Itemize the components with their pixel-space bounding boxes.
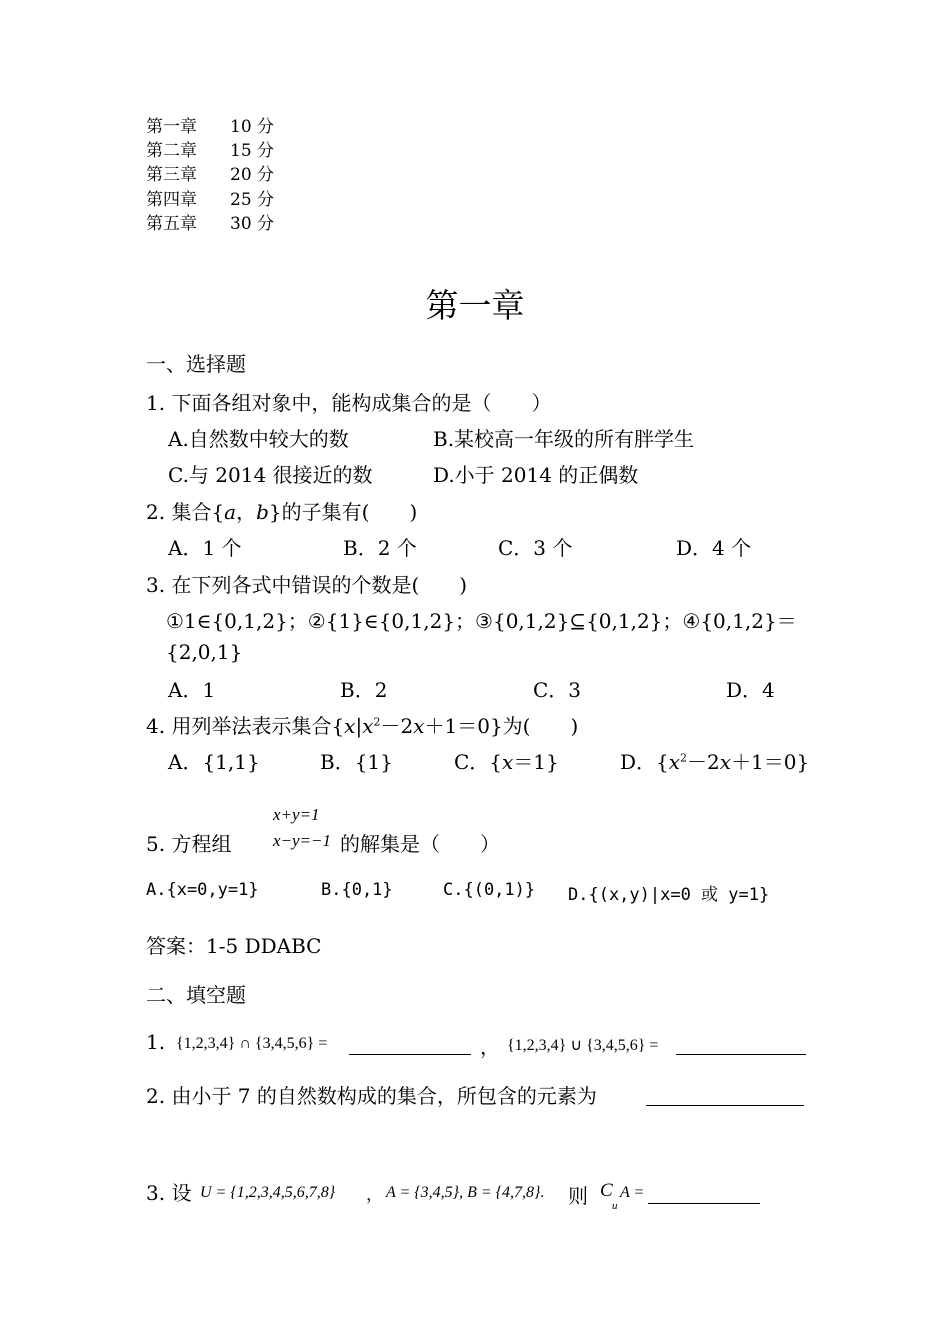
variable-x: x: [502, 750, 514, 774]
question-5-option-a: A.{x=0,y=1}: [146, 880, 259, 900]
toc-points: 10 分: [230, 117, 275, 137]
comma: ，: [480, 1035, 500, 1059]
chapter-title: 第一章: [425, 286, 525, 325]
question-4-option-b: B．{1}: [320, 750, 393, 774]
variable-x: x: [413, 714, 425, 738]
variable-a: a: [224, 500, 237, 524]
question-1-option-d: D.小于 2014 的正偶数: [433, 463, 639, 487]
option-text: －2: [687, 750, 720, 774]
stem-text: ＋1＝0}为( ): [424, 714, 579, 738]
stem-text: }的子集有( ): [268, 500, 418, 524]
question-2-option-b: B．2 个: [343, 536, 417, 560]
toc-row: [146, 188, 306, 212]
question-2-stem: [146, 496, 417, 525]
exponent: 2: [373, 715, 381, 729]
variable-x: x: [362, 714, 374, 738]
question-3-stem: 3. 在下列各式中错误的个数是( ): [146, 573, 468, 597]
stem-text: 2. 集合{: [146, 500, 225, 524]
toc-chapter: 第二章: [146, 141, 197, 161]
question-4-option-a: A．{1,1}: [168, 750, 260, 774]
answer-key: 答案：1-5 DDABC: [146, 934, 322, 958]
question-3-option-d: D．4: [726, 678, 775, 702]
question-3-option-b: B．2: [340, 678, 388, 702]
toc-points: 30 分: [230, 214, 275, 234]
complement-symbol: C: [600, 1180, 613, 1201]
toc-points: 15 分: [230, 141, 275, 161]
question-3-option-c: C．3: [533, 678, 582, 702]
fill-3-prefix: 3. 设: [146, 1181, 192, 1205]
question-1-option-a: A.自然数中较大的数: [168, 427, 349, 451]
toc-chapter: 第一章: [146, 117, 197, 137]
question-5-option-c: C.{(0,1)}: [443, 880, 536, 900]
comma: ，: [366, 1185, 383, 1205]
question-4-option-d: [620, 746, 809, 775]
fill-1-number: 1.: [146, 1030, 166, 1054]
question-3-option-a: A．1: [168, 678, 216, 702]
variable-x: x: [344, 714, 356, 738]
option-text: C．{: [454, 750, 503, 774]
variable-x: x: [668, 750, 681, 774]
question-1-option-b: B.某校高一年级的所有胖学生: [433, 427, 695, 451]
stem-text: 4. 用列举法表示集合{: [146, 714, 345, 738]
toc-row: [146, 163, 306, 187]
complement-subscript: u: [612, 1200, 618, 1212]
set-bar: |: [355, 714, 363, 738]
toc-row: [146, 115, 306, 139]
section-heading-fill: 二、填空题: [146, 983, 246, 1007]
toc-row: [146, 212, 306, 236]
toc-chapter: 第三章: [146, 165, 197, 185]
question-4-stem: [146, 710, 578, 739]
toc-points: 20 分: [230, 165, 275, 185]
question-5-option-d: D.{(x,y)|x=0 或 y=1}: [568, 885, 770, 905]
fill-2-text: 2. 由小于 7 的自然数构成的集合，所包含的元素为: [146, 1084, 597, 1108]
toc-points: 25 分: [230, 190, 275, 210]
fill-3-tail: A =: [620, 1184, 645, 1201]
answer-blank[interactable]: [646, 1085, 804, 1106]
fill-3-sets-a-b: A = {3,4,5}, B = {4,7,8}.: [386, 1184, 545, 1201]
fill-3-universal-set: U = {1,2,3,4,5,6,7,8}: [200, 1184, 336, 1201]
toc-chapter: 第五章: [146, 214, 197, 234]
question-2-option-c: C．3 个: [498, 536, 573, 560]
variable-x: x: [719, 750, 732, 774]
fill-1-expression-1: {1,2,3,4} ∩ {3,4,5,6} =: [176, 1035, 328, 1052]
question-1-option-c: C.与 2014 很接近的数: [168, 463, 373, 487]
toc-row: [146, 139, 306, 163]
equation-1: x+y=1: [273, 805, 320, 824]
option-text: ＋1＝0}: [731, 750, 810, 774]
option-text: ＝1}: [513, 750, 559, 774]
section-heading-choice: 一、选择题: [146, 352, 246, 376]
question-2-option-d: D．4 个: [676, 536, 752, 560]
question-5-stem-prefix: 5. 方程组: [146, 832, 232, 856]
answer-blank[interactable]: [676, 1034, 806, 1055]
question-4-option-c: [454, 746, 559, 775]
toc-chapter: 第四章: [146, 190, 197, 210]
question-1-stem: 1. 下面各组对象中，能构成集合的是（ ）: [146, 391, 552, 415]
separator: ，: [236, 500, 257, 524]
question-5-option-b: B.{0,1}: [321, 880, 393, 900]
answer-blank[interactable]: [648, 1183, 760, 1204]
question-3-formulas: ①1∈{0,1,2}；②{1}∈{0,1,2}；③{0,1,2}⊆{0,1,2}；④{0,1,2}＝: [166, 609, 797, 633]
answer-blank[interactable]: [349, 1034, 471, 1055]
stem-text: －2: [380, 714, 414, 738]
variable-b: b: [256, 500, 269, 524]
question-2-option-a: A．1 个: [168, 536, 242, 560]
question-5-stem-suffix: 的解集是（ ）: [340, 832, 500, 856]
exponent: 2: [680, 751, 688, 765]
question-3-formulas-cont: {2,0,1}: [166, 640, 243, 664]
equation-2: x−y=−1: [273, 831, 332, 850]
fill-1-expression-2: {1,2,3,4} ∪ {3,4,5,6} =: [507, 1037, 659, 1054]
fill-3-then: 则: [568, 1184, 588, 1208]
option-text: D．{: [620, 750, 669, 774]
